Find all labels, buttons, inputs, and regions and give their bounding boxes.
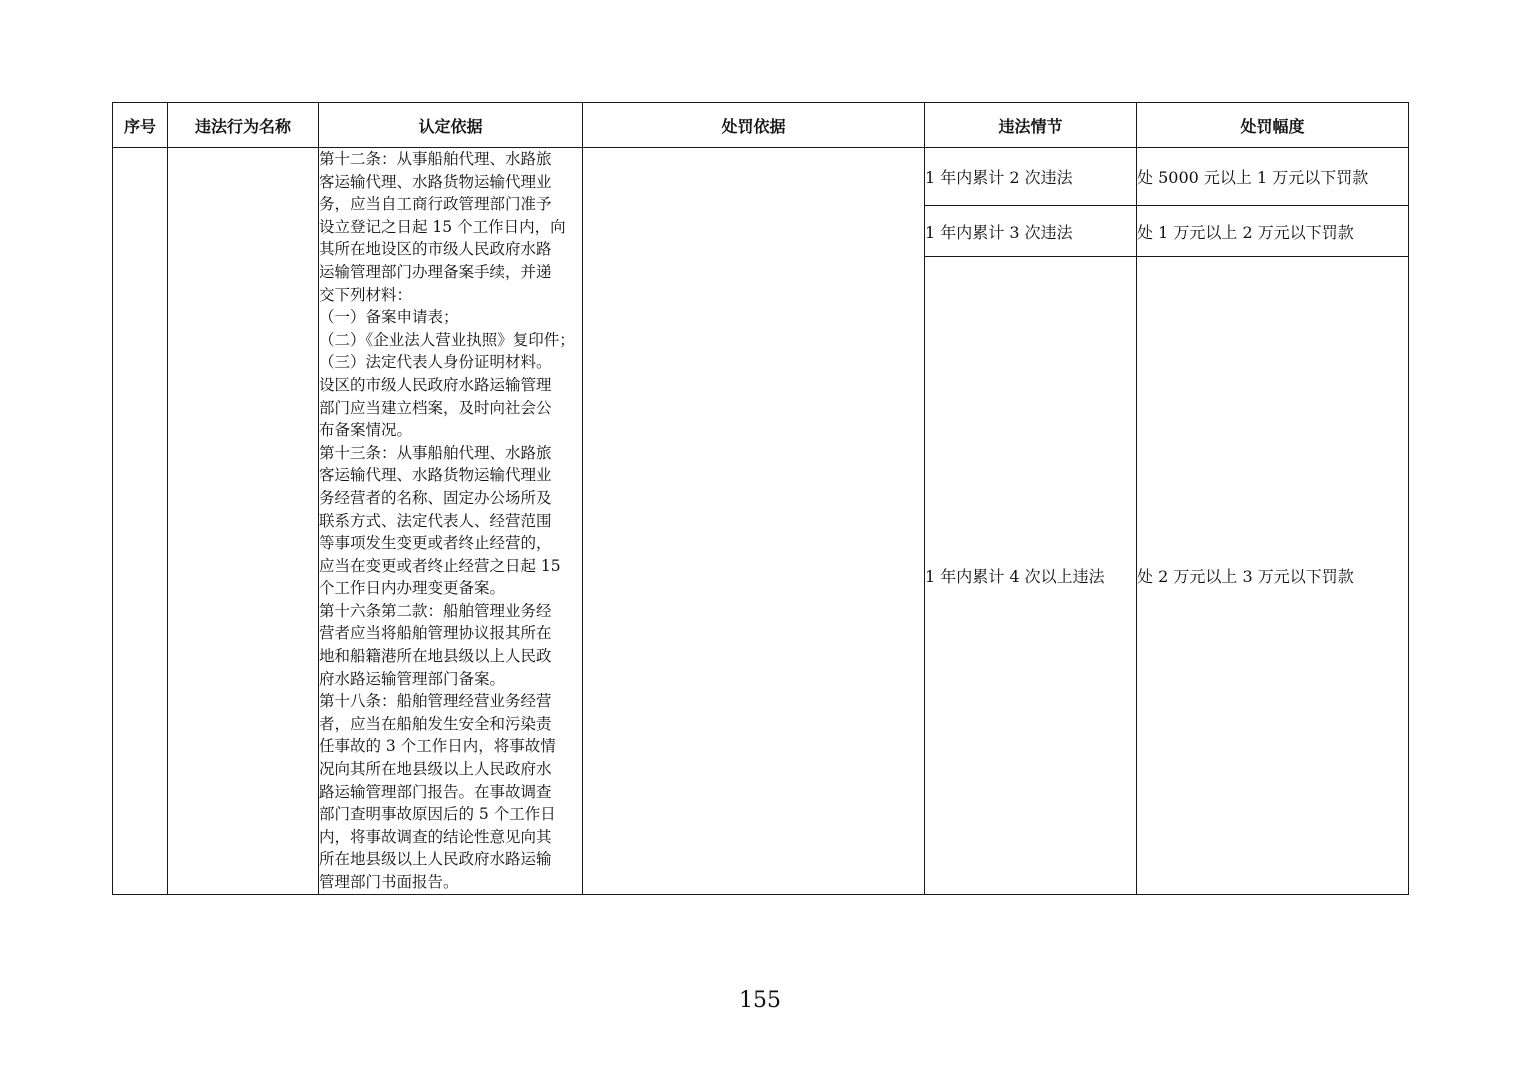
circumstance-cell: 1 年内累计 4 次以上违法	[925, 257, 1137, 894]
basis-line: 客运输代理、水路货物运输代理业	[319, 466, 552, 485]
basis-line: 第十八条：船舶管理经营业务经营	[319, 692, 552, 711]
penalty-table	[112, 102, 1409, 895]
basis-line: 者，应当在船舶发生安全和污染责	[319, 714, 552, 733]
basis-line: 况向其所在地县级以上人民政府水	[319, 760, 552, 779]
header-index: 序号	[113, 103, 168, 148]
basis-line: 务经营者的名称、固定办公场所及	[319, 488, 552, 507]
header-penalty-basis: 处罚依据	[583, 103, 925, 148]
basis-line: 联系方式、法定代表人、经营范围	[319, 511, 552, 530]
header-violation-name: 违法行为名称	[168, 103, 319, 148]
basis-line: 部门应当建立档案，及时向社会公	[319, 398, 552, 417]
identification-basis-cell	[319, 148, 583, 895]
basis-line: 第十二条：从事船舶代理、水路旅	[319, 150, 552, 168]
basis-line: 内，将事故调查的结论性意见向其	[319, 827, 552, 846]
violation-name-cell	[168, 148, 319, 895]
basis-line: 第十六条第二款：船舶管理业务经	[319, 601, 552, 620]
header-circumstance: 违法情节	[925, 103, 1137, 148]
table-row	[113, 148, 1409, 206]
basis-line: 客运输代理、水路货物运输代理业	[319, 172, 552, 191]
basis-line: 管理部门书面报告。	[319, 873, 459, 891]
basis-line: 应当在变更或者终止经营之日起 15	[319, 556, 561, 575]
basis-line: 设区的市级人民政府水路运输管理	[319, 375, 552, 394]
header-identification-basis: 认定依据	[319, 103, 583, 148]
basis-line: 布备案情况。	[319, 421, 413, 440]
basis-line: （二）《企业法人营业执照》复印件；	[319, 330, 575, 349]
basis-line: 营者应当将船舶管理协议报其所在	[319, 624, 552, 643]
basis-line: 第十三条：从事船舶代理、水路旅	[319, 443, 552, 462]
penalty-range-cell: 处 5000 元以上 1 万元以下罚款	[1137, 148, 1409, 206]
basis-line: 运输管理部门办理备案手续，并递	[319, 262, 552, 281]
basis-line: 其所在地设区的市级人民政府水路	[319, 240, 552, 259]
index-cell	[113, 148, 168, 895]
header-row	[113, 103, 1409, 148]
circumstance-cell: 1 年内累计 3 次违法	[925, 206, 1137, 257]
circumstance-cell: 1 年内累计 2 次违法	[925, 148, 1137, 206]
penalty-range-cell: 处 1 万元以上 2 万元以下罚款	[1137, 206, 1409, 257]
basis-line: 务，应当自工商行政管理部门准予	[319, 195, 552, 214]
penalty-basis-cell	[583, 148, 925, 895]
basis-line: （三）法定代表人身份证明材料。	[319, 353, 552, 372]
basis-line: 任事故的 3 个工作日内，将事故情	[319, 737, 556, 756]
basis-line: 地和船籍港所在地县级以上人民政	[319, 647, 552, 666]
basis-line: （一）备案申请表；	[319, 308, 459, 327]
basis-line: 部门查明事故原因后的 5 个工作日	[319, 805, 556, 824]
basis-line: 个工作日内办理变更备案。	[319, 579, 506, 598]
basis-line: 交下列材料：	[319, 285, 413, 304]
basis-line: 路运输管理部门报告。在事故调查	[319, 782, 552, 801]
basis-line: 等事项发生变更或者终止经营的，	[319, 534, 552, 553]
basis-line: 所在地县级以上人民政府水路运输	[319, 850, 552, 869]
basis-line: 设立登记之日起 15 个工作日内，向	[319, 217, 566, 236]
page-number: 155	[739, 988, 781, 1013]
basis-line: 府水路运输管理部门备案。	[319, 669, 506, 688]
header-penalty-range: 处罚幅度	[1137, 103, 1409, 148]
penalty-range-cell: 处 2 万元以上 3 万元以下罚款	[1137, 257, 1409, 894]
